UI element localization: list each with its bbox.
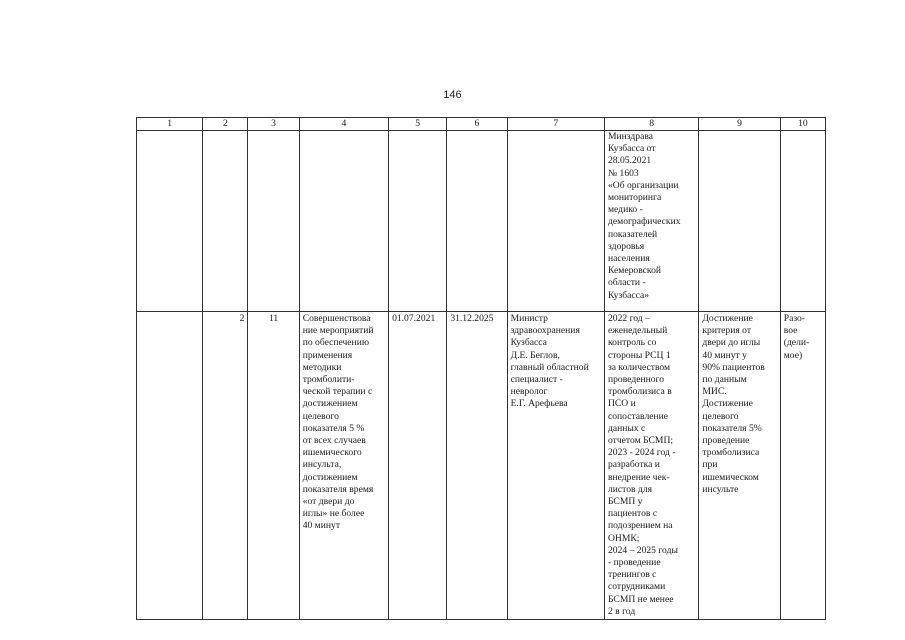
cell-line: № 1603 <box>607 167 639 179</box>
cell-line: 2023 - 2024 год - <box>607 447 676 459</box>
column-header: 2 <box>203 118 248 131</box>
cell-line: БСМП не менее <box>607 593 674 605</box>
cell-line: 28.05.2021 <box>607 155 652 167</box>
column-header: 9 <box>699 118 780 131</box>
cell-line: демографических <box>607 216 681 228</box>
cell-line: Достижение <box>702 313 753 324</box>
cell-line: ческой терапии с <box>302 386 373 398</box>
responsible-cell <box>507 312 604 620</box>
cell-line: показателя 5% <box>702 422 762 434</box>
table-cell <box>447 131 507 312</box>
cell-line: за количеством <box>607 361 671 373</box>
column-header: 6 <box>447 118 507 131</box>
plan-table <box>136 117 826 620</box>
page-number: 146 <box>443 89 462 101</box>
cell-line: проведение <box>702 435 750 447</box>
cell-line: МИС. <box>702 386 727 398</box>
cell-line: невролог <box>510 386 548 398</box>
cell-line: внедрение чек- <box>607 471 670 483</box>
cell-line: вое <box>783 325 798 337</box>
cell-line: тренингов с <box>607 569 657 581</box>
cell-line: целевого <box>302 410 339 422</box>
table-cell <box>699 131 780 312</box>
cell-line: тромболизиса <box>702 447 760 459</box>
table-cell <box>299 131 388 312</box>
cell-line: еженедельный <box>607 325 668 337</box>
column-header: 1 <box>137 118 203 131</box>
cell-line: «от двери до <box>302 496 355 508</box>
table-cell <box>389 131 447 312</box>
column-header: 8 <box>604 118 698 131</box>
cell-line: 2024 – 2025 годы <box>607 544 678 556</box>
table-cell <box>248 131 299 312</box>
start-date-cell: 01.07.2021 <box>389 312 447 620</box>
cell-line: разработка и <box>607 459 660 471</box>
cell-line: 90% пациентов <box>702 361 765 373</box>
cell-line: здравоохранения <box>510 325 580 337</box>
cell-line: данных с <box>607 422 646 434</box>
table-cell <box>137 312 203 620</box>
cell-line: стороны РСЦ 1 <box>607 349 671 361</box>
cell-line: двери до иглы <box>702 337 761 349</box>
cell-line: Кузбасса от <box>607 143 656 155</box>
cell-line: отчетом БСМП; <box>607 435 674 447</box>
cell-line: ПСО и <box>607 398 636 410</box>
section-number-cell: 2 <box>203 312 248 620</box>
cell-line: сотрудниками <box>607 581 666 593</box>
cell-line: тромболизиса в <box>607 386 672 398</box>
cell-line: критерия от <box>702 325 752 337</box>
cell-line: инсульта, <box>302 459 342 471</box>
column-header: 4 <box>299 118 388 131</box>
cell-line: Кузбасса» <box>607 289 650 301</box>
cell-line: Д.Е. Беглов, <box>510 349 560 361</box>
table-row-continuation <box>137 131 826 312</box>
cell-line: Разо- <box>783 313 806 324</box>
type-cell <box>780 312 825 620</box>
cell-line: 40 минут <box>302 520 341 532</box>
column-header: 10 <box>780 118 825 131</box>
cell-line: Достижение <box>702 398 753 410</box>
cell-line: проведенного <box>607 374 665 386</box>
cell-line: ишемического <box>302 447 362 459</box>
plan-description-cell <box>604 312 698 620</box>
table-header-row <box>137 118 826 131</box>
cell-line: ишемическом <box>702 471 759 483</box>
cell-line: области - <box>607 277 646 289</box>
cell-line: мониторинга <box>607 192 662 204</box>
cell-line: тромболити- <box>302 374 355 386</box>
table-cell <box>203 131 248 312</box>
cell-line: медико - <box>607 204 643 216</box>
cell-line: пациентов с <box>607 508 658 520</box>
cell-line: при <box>702 459 718 471</box>
cell-line: целевого <box>702 410 739 422</box>
cell-line: достижением <box>302 471 358 483</box>
item-number-cell: 11 <box>248 312 299 620</box>
cell-line: мое) <box>783 349 803 361</box>
cell-line: по данным <box>702 374 747 386</box>
cell-line: ние мероприятий <box>302 325 374 337</box>
cell-line: специалист - <box>510 374 563 386</box>
event-name-cell <box>299 312 388 620</box>
column-header: 5 <box>389 118 447 131</box>
cell-line: по обеспечению <box>302 337 369 349</box>
cell-line: показателя время <box>302 483 374 495</box>
table-row-event <box>137 312 826 620</box>
cell-line: инсульте <box>702 483 739 495</box>
cell-line: ОНМК; <box>607 532 640 544</box>
column-header: 3 <box>248 118 299 131</box>
cell-line: Кузбасса <box>510 337 547 349</box>
cell-line: (дели- <box>783 337 810 349</box>
cell-line: главный областной <box>510 361 589 373</box>
cell-line: «Об организации <box>607 179 679 191</box>
cell-line: сопоставление <box>607 410 669 422</box>
cell-line: Министр <box>510 313 548 324</box>
cell-line: Совершенствова <box>302 313 371 324</box>
column-header: 7 <box>507 118 604 131</box>
cell-line: БСМП у <box>607 496 643 508</box>
order-reference-cell <box>604 131 698 312</box>
cell-line: Кемеровской <box>607 265 662 277</box>
cell-line: подозрением на <box>607 520 673 532</box>
cell-line: от всех случаев <box>302 435 366 447</box>
cell-line: листов для <box>607 483 653 495</box>
cell-line: - проведение <box>607 557 661 569</box>
table-cell <box>780 131 825 312</box>
cell-line: 2022 год – <box>607 313 650 324</box>
cell-line: достижением <box>302 398 358 410</box>
cell-line: 40 минут у <box>702 349 747 361</box>
cell-line: контроль со <box>607 337 657 349</box>
table-cell <box>507 131 604 312</box>
cell-line: Е.Г. Арефьева <box>510 398 568 410</box>
cell-line: здоровья <box>607 240 645 252</box>
cell-line: Минздрава <box>607 131 653 142</box>
cell-line: применения <box>302 349 353 361</box>
cell-line: населения <box>607 253 650 265</box>
cell-line: 2 в год <box>607 605 636 617</box>
table-cell <box>137 131 203 312</box>
cell-line: иглы» не более <box>302 508 365 520</box>
end-date-cell: 31.12.2025 <box>447 312 507 620</box>
cell-line: показателя 5 % <box>302 422 365 434</box>
result-cell <box>699 312 780 620</box>
cell-line: методики <box>302 361 342 373</box>
cell-line: показателей <box>607 228 658 240</box>
